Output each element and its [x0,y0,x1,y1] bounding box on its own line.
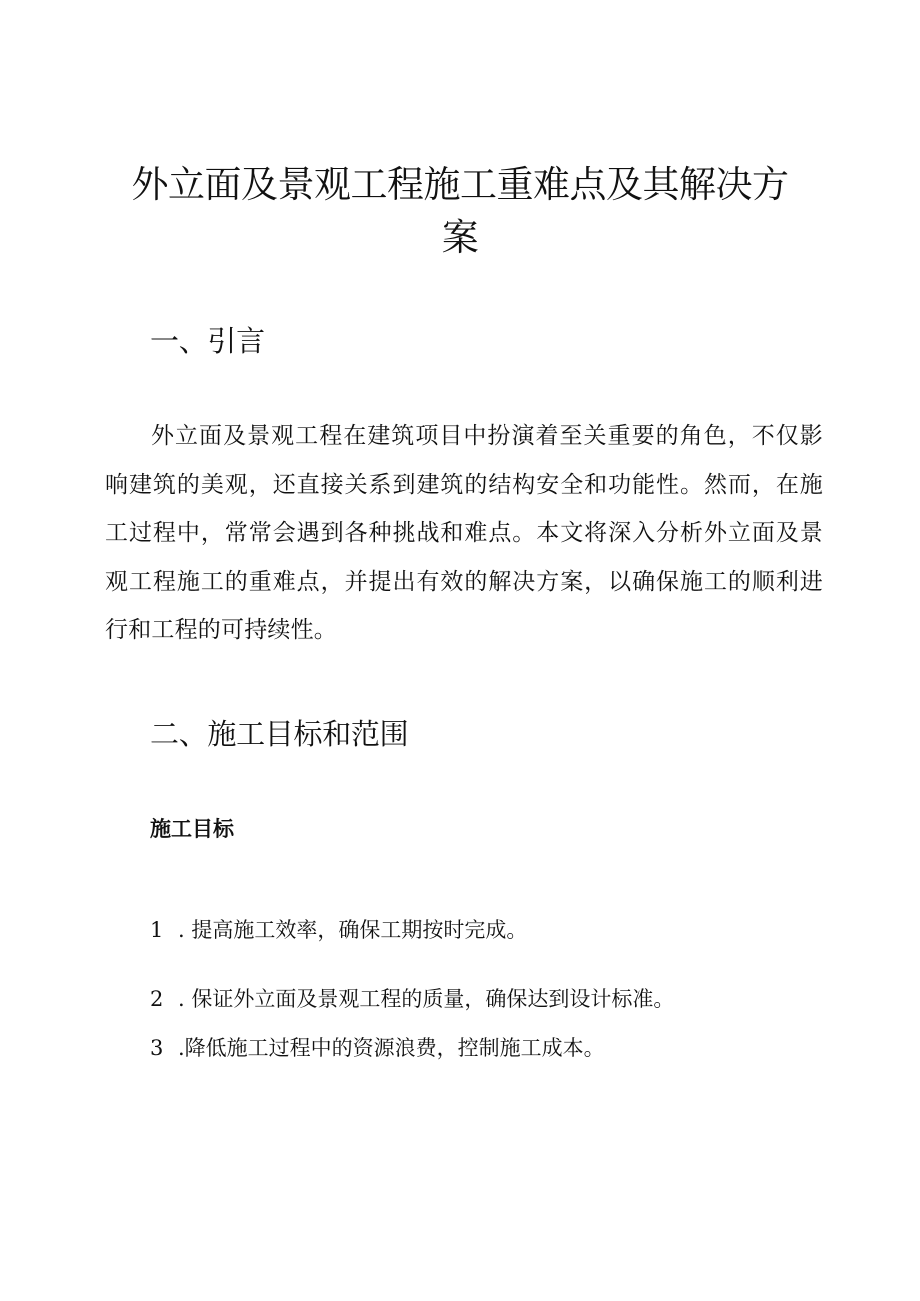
list-item-text: .降低施工过程中的资源浪费，控制施工成本。 [178,1036,605,1060]
list-item-number: 2 [150,987,164,1011]
section-heading-introduction: 一、引言 [150,324,265,358]
subheading-construction-goals: 施工目标 [150,817,234,841]
list-item [150,1033,605,1063]
list-item [150,984,674,1014]
introduction-paragraph: 外立面及景观工程在建筑项目中扮演着至关重要的角色，不仅影响建筑的美观，还直接关系到建筑的结构安全和功能性。然而，在施工过程中，常常会遇到各种挑战和难点。本文将深入分析外立面及景观工程施工的重难点，并提出有效的解决方案，以确保施工的顺利进行和工程的可持续性。 [105,423,823,643]
list-item-text: . 提高施工效率，确保工期按时完成。 [178,918,528,942]
list-item [150,915,527,945]
list-item-number: 1 [150,918,164,942]
list-item-text: . 保证外立面及景观工程的质量，确保达到设计标准。 [178,987,675,1011]
document-title: 外立面及景观工程施工重难点及其解决方案 [131,163,789,259]
list-item-number: 3 [150,1036,164,1060]
section-heading-goals-scope: 二、施工目标和范围 [150,717,409,751]
